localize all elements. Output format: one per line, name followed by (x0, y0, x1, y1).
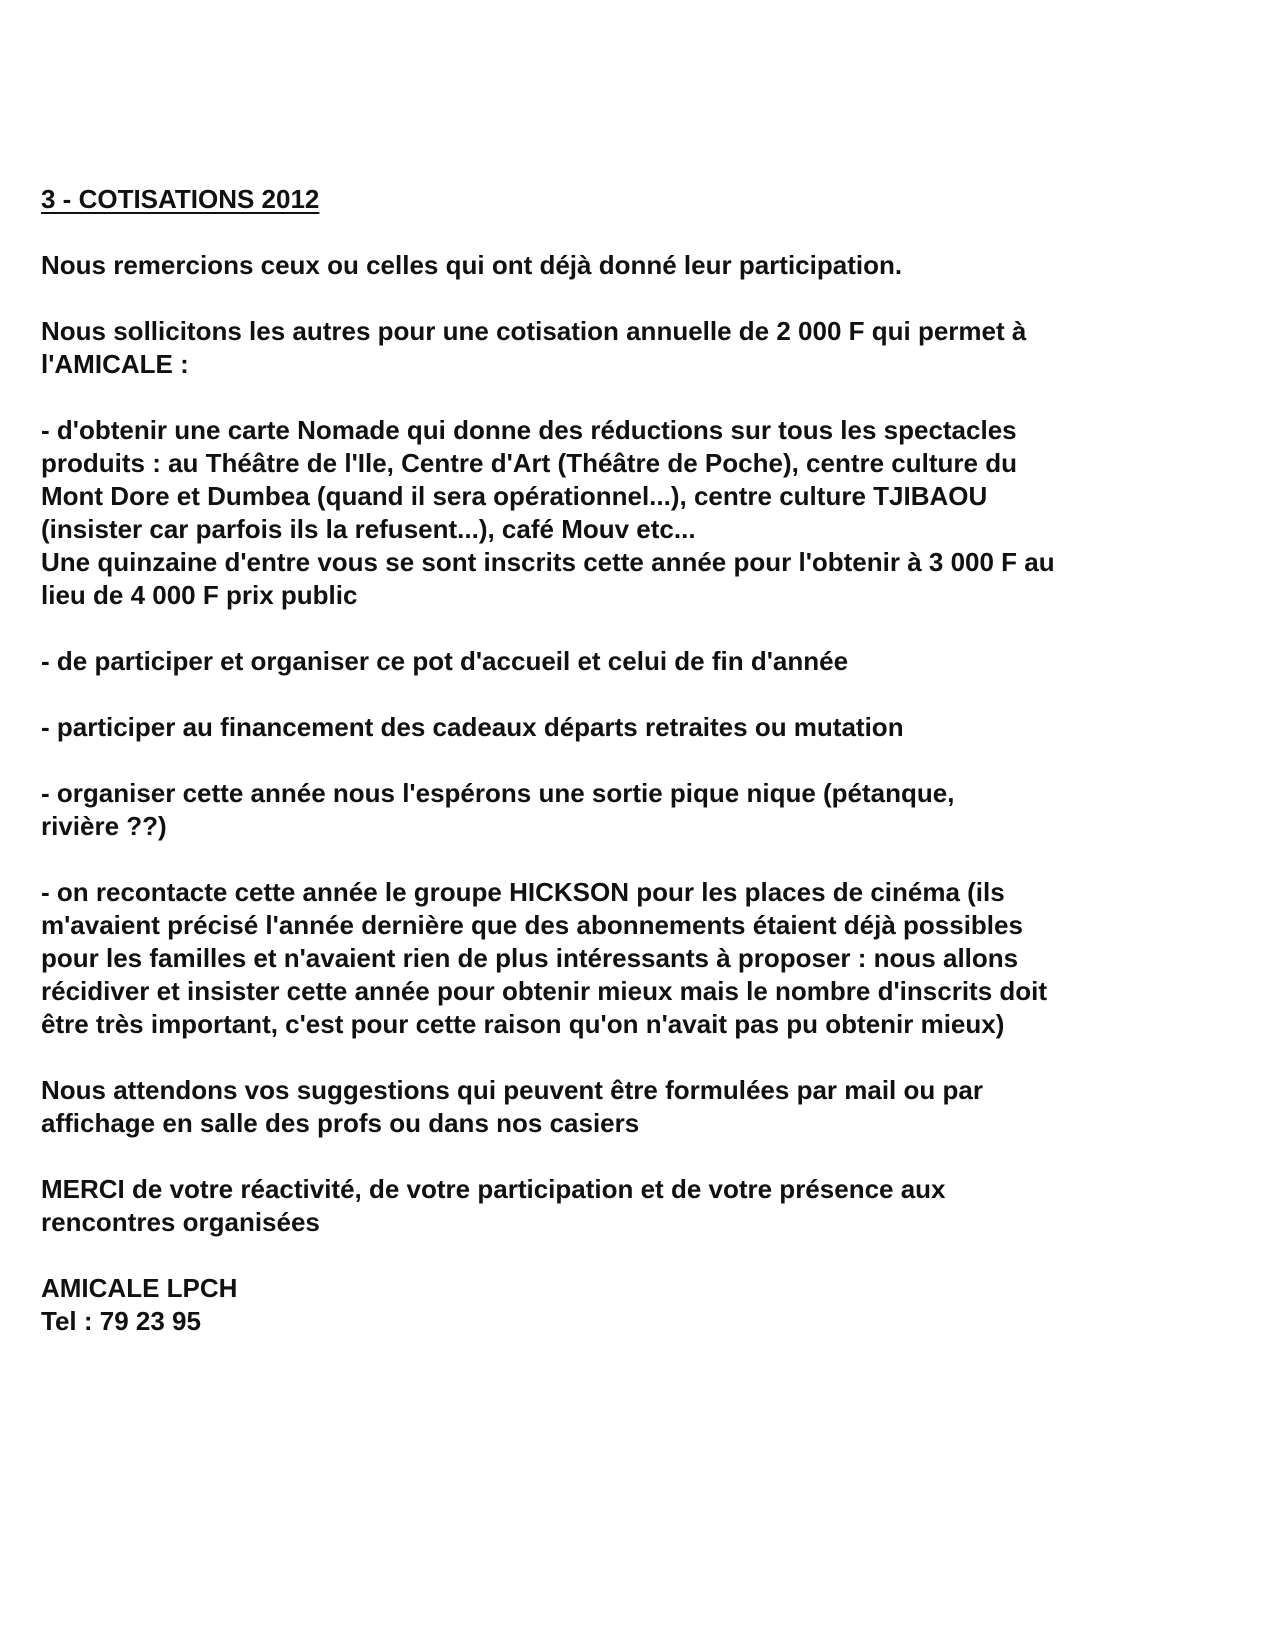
quinzaine-line-2: lieu de 4 000 F prix public (41, 580, 358, 610)
signature-phone: Tel : 79 23 95 (41, 1306, 201, 1336)
document-page (41, 183, 1241, 1338)
merci-line-1: MERCI de votre réactivité, de votre participation et de votre présence aux (41, 1174, 946, 1204)
merci-paragraph (41, 1173, 1241, 1239)
suggestions-line-2: affichage en salle des profs ou dans nos casiers (41, 1108, 640, 1138)
suggestions-line-1: Nous attendons vos suggestions qui peuvent être formulées par mail ou par (41, 1075, 983, 1105)
cadeaux-paragraph (41, 711, 1241, 744)
request-line-1: Nous sollicitons les autres pour une cotisation annuelle de 2 000 F qui permet à (41, 316, 1027, 346)
suggestions-paragraph (41, 1074, 1241, 1140)
sortie-paragraph (41, 777, 1241, 843)
merci-line-2: rencontres organisées (41, 1207, 320, 1237)
nomade-paragraph (41, 414, 1241, 546)
signature-name: AMICALE LPCH (41, 1273, 238, 1303)
hickson-line-1: - on recontacte cette année le groupe HICKSON pour les places de cinéma (ils (41, 877, 1005, 907)
nomade-line-2: produits : au Théâtre de l'Ile, Centre d'Art (Théâtre de Poche), centre culture du (41, 448, 1017, 478)
hickson-line-5: être très important, c'est pour cette raison qu'on n'avait pas pu obtenir mieux) (41, 1009, 1005, 1039)
hickson-line-2: m'avaient précisé l'année dernière que des abonnements étaient déjà possibles (41, 910, 1023, 940)
quinzaine-line-1: Une quinzaine d'entre vous se sont inscrits cette année pour l'obtenir à 3 000 F au (41, 547, 1055, 577)
nomade-line-4: (insister car parfois ils la refusent...), café Mouv etc... (41, 514, 696, 544)
request-line-2: l'AMICALE : (41, 349, 189, 379)
pot-line: - de participer et organiser ce pot d'accueil et celui de fin d'année (41, 646, 849, 676)
nomade-line-3: Mont Dore et Dumbea (quand il sera opérationnel...), centre culture TJIBAOU (41, 481, 988, 511)
pot-paragraph (41, 645, 1241, 678)
section-title: 3 - COTISATIONS 2012 (41, 184, 320, 214)
thanks-line: Nous remercions ceux ou celles qui ont déjà donné leur participation. (41, 250, 903, 280)
thanks-paragraph (41, 249, 1241, 282)
sortie-line-1: - organiser cette année nous l'espérons une sortie pique nique (pétanque, (41, 778, 955, 808)
hickson-paragraph (41, 876, 1241, 1041)
cadeaux-line: - participer au financement des cadeaux départs retraites ou mutation (41, 712, 904, 742)
nomade-line-1: - d'obtenir une carte Nomade qui donne des réductions sur tous les spectacles (41, 415, 1017, 445)
sortie-line-2: rivière ??) (41, 811, 167, 841)
hickson-line-3: pour les familles et n'avaient rien de plus intéressants à proposer : nous allons (41, 943, 1019, 973)
signature-block (41, 1272, 1241, 1338)
quinzaine-paragraph (41, 546, 1241, 612)
request-paragraph (41, 315, 1241, 381)
hickson-line-4: récidiver et insister cette année pour obtenir mieux mais le nombre d'inscrits doit (41, 976, 1048, 1006)
